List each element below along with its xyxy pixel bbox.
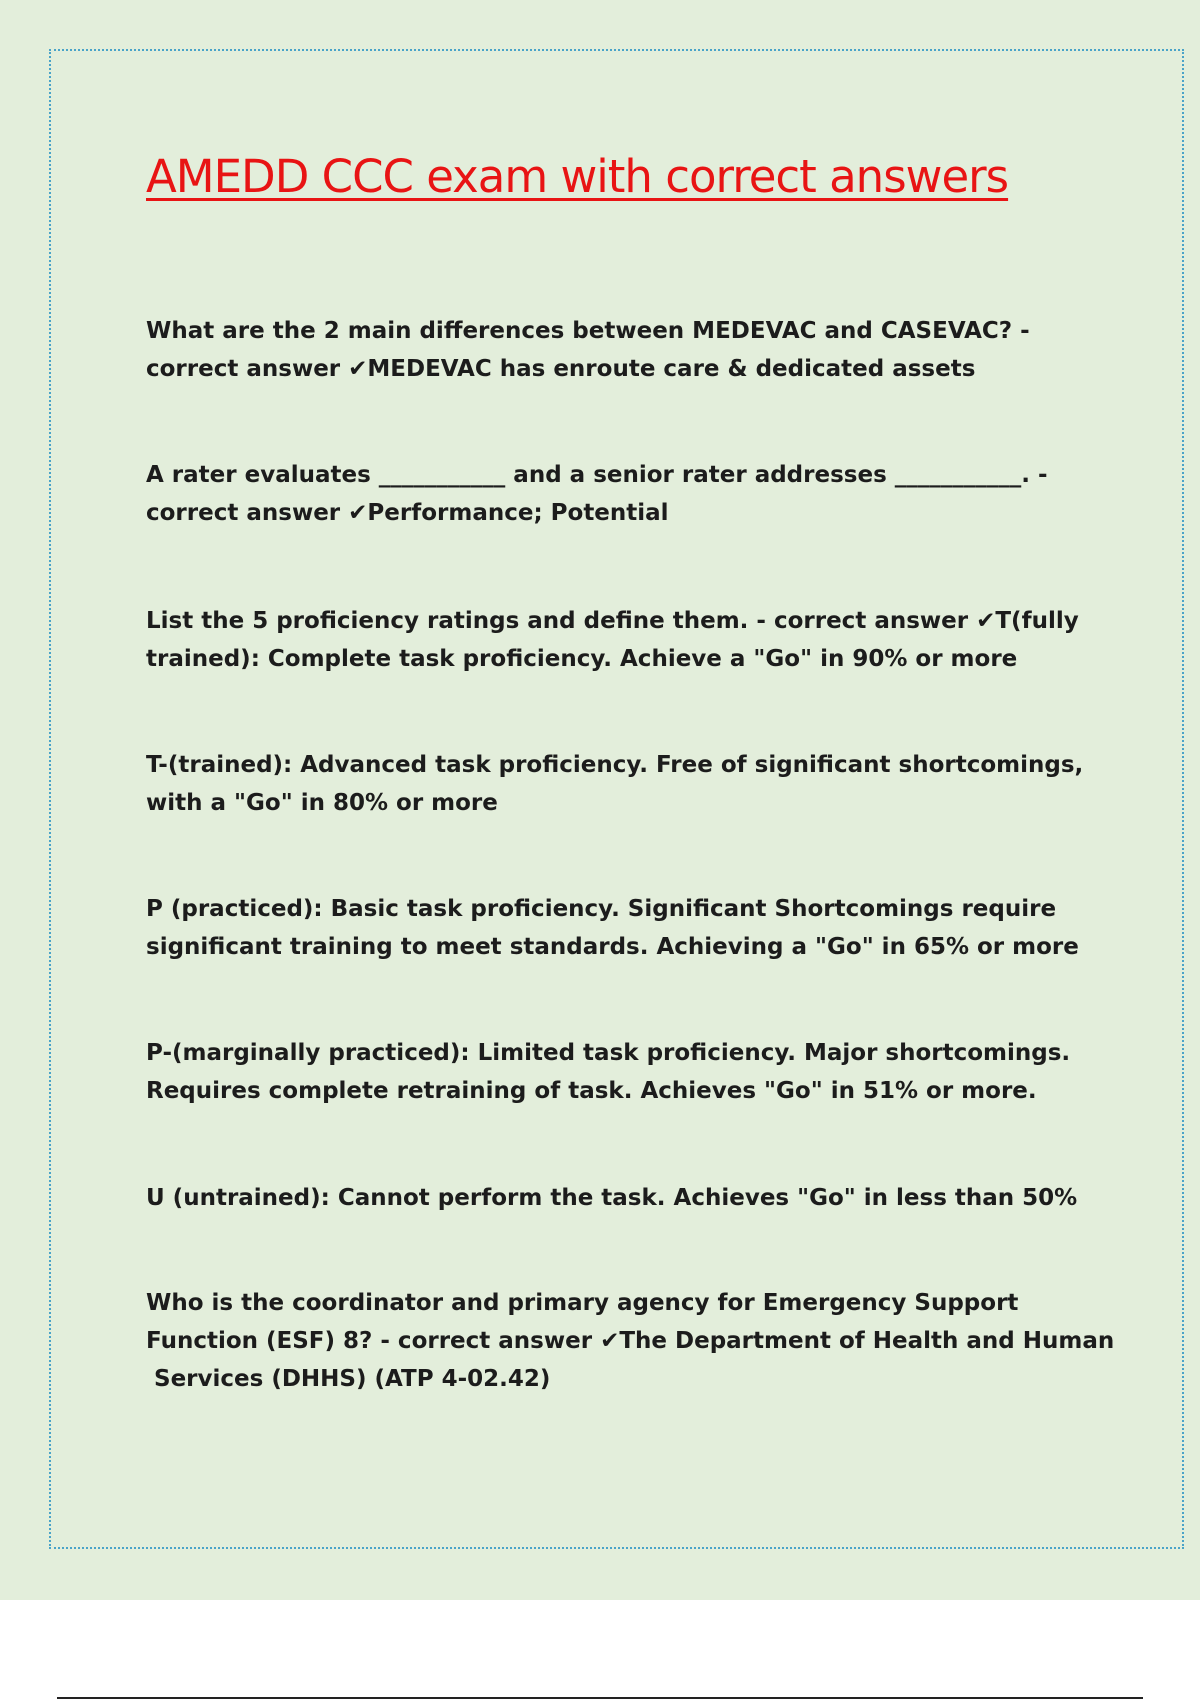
rating-p — [146, 890, 1079, 966]
rating-p-minus — [146, 1034, 1070, 1110]
text-line: Services (DHHS) (ATP 4-02.42) — [146, 1366, 551, 1392]
text-line: correct answer ✔MEDEVAC has enroute care & dedicated assets — [146, 356, 976, 382]
text-line: trained): Complete task proficiency. Achieve a "Go" in 90% or more — [146, 646, 1018, 672]
text-line: significant training to meet standards. Achieving a "Go" in 65% or more — [146, 934, 1079, 960]
rating-u — [146, 1179, 1077, 1217]
footer-divider — [57, 1697, 1143, 1699]
text-line: Function (ESF) 8? - correct answer ✔The Department of Health and Human — [146, 1328, 1115, 1354]
text-line: P-(marginally practiced): Limited task proficiency. Major shortcomings. — [146, 1040, 1071, 1066]
text-line: A rater evaluates ___________ and a senior rater addresses ___________. - — [146, 462, 1048, 488]
question-rater — [146, 456, 1048, 532]
text-line: with a "Go" in 80% or more — [146, 790, 498, 816]
text-line: What are the 2 main differences between MEDEVAC and CASEVAC? - — [146, 318, 1030, 344]
text-line: T-(trained): Advanced task proficiency. Free of significant shortcomings, — [146, 752, 1084, 778]
document-title: AMEDD CCC exam with correct answers — [146, 150, 1009, 203]
text-line: List the 5 proficiency ratings and define them. - correct answer ✔T(fully — [146, 608, 1079, 634]
question-medevac-casevac — [146, 312, 1030, 388]
text-line: correct answer ✔Performance; Potential — [146, 500, 669, 526]
text-line: Requires complete retraining of task. Achieves "Go" in 51% or more. — [146, 1078, 1037, 1104]
question-esf8 — [146, 1284, 1114, 1398]
text-line: P (practiced): Basic task proficiency. Significant Shortcomings require — [146, 896, 1057, 922]
rating-t-minus — [146, 746, 1083, 822]
text-line: Who is the coordinator and primary agency for Emergency Support — [146, 1290, 1019, 1316]
question-proficiency-ratings — [146, 602, 1079, 678]
text-line: U (untrained): Cannot perform the task. Achieves "Go" in less than 50% — [146, 1185, 1078, 1211]
